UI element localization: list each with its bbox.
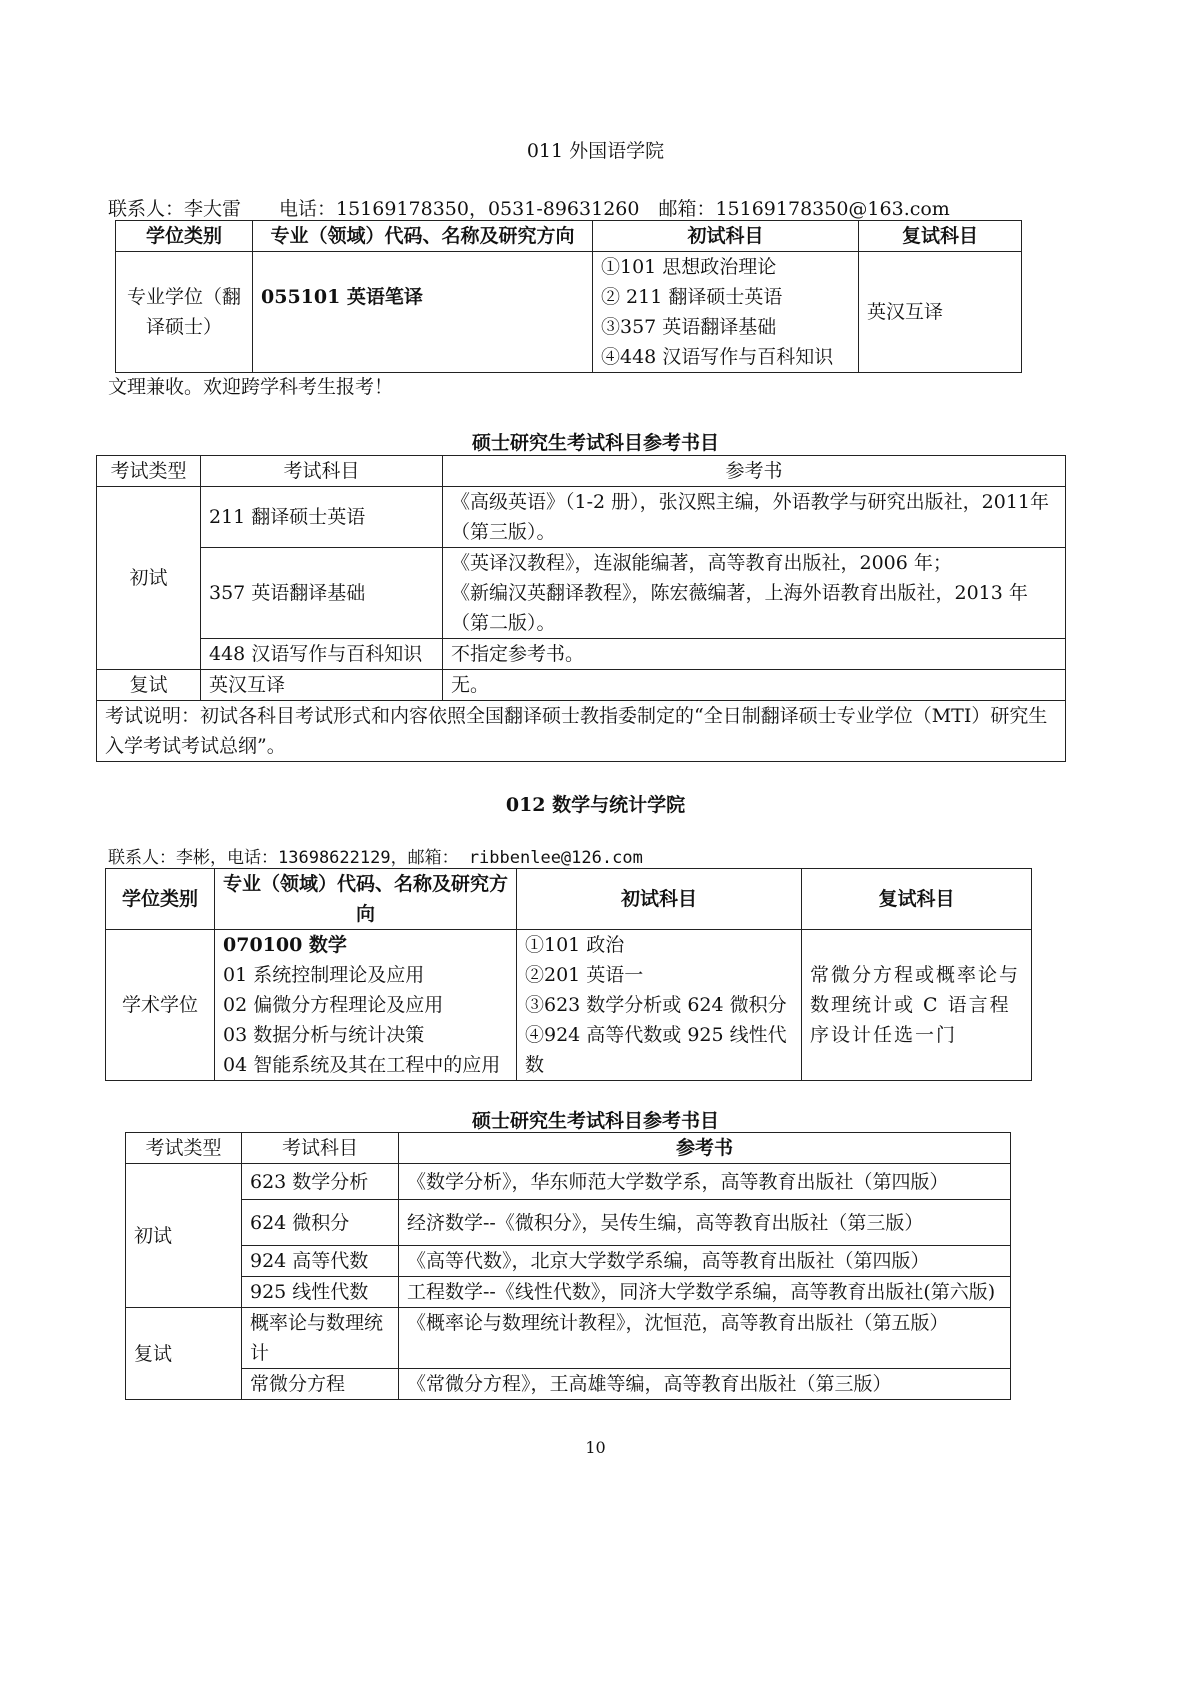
header-exam-type: 考试类型 — [126, 1133, 242, 1164]
exam-item: ③623 数学分析或 624 微积分 — [525, 994, 787, 1016]
subject-cell: 623 数学分析 — [242, 1164, 399, 1200]
header-initial-exam: 初试科目 — [517, 869, 802, 930]
subject-cell: 924 高等代数 — [242, 1246, 399, 1277]
books-cell: 经济数学--《微积分》，吴传生编，高等教育出版社（第三版） — [399, 1200, 1011, 1246]
research-direction: 01 系统控制理论及应用 — [223, 964, 425, 986]
table-row — [126, 1200, 1011, 1246]
subject-cell: 常微分方程 — [242, 1369, 399, 1400]
header-major: 专业（领域）代码、名称及研究方向 — [253, 221, 593, 252]
header-major: 专业（领域）代码、名称及研究方向 — [215, 869, 517, 930]
subject-cell: 357 英语翻译基础 — [201, 548, 443, 639]
subject-cell: 448 汉语写作与百科知识 — [201, 639, 443, 670]
exam-type-cell: 初试 — [97, 487, 201, 670]
table-row — [116, 252, 1022, 373]
books-table-012 — [125, 1132, 1011, 1400]
books-table-011 — [96, 455, 1066, 762]
exam-item: ④448 汉语写作与百科知识 — [601, 346, 834, 368]
book-entry: 《新编汉英翻译教程》，陈宏薇编著，上海外语教育出版社，2013 年（第二版）。 — [451, 582, 1028, 634]
research-direction: 04 智能系统及其在工程中的应用 — [223, 1054, 501, 1076]
books-cell: 无。 — [443, 670, 1066, 701]
major-cell: 055101 英语笔译 — [253, 252, 593, 373]
table-row — [106, 930, 1032, 1081]
table-row — [97, 701, 1066, 762]
books-title-012: 硕士研究生考试科目参考书目 — [471, 1110, 719, 1132]
exam-type-cell: 初试 — [126, 1164, 242, 1308]
major-name: 070100 数学 — [223, 934, 347, 956]
section-title-012: 012 数学与统计学院 — [505, 794, 686, 816]
books-cell: 《数学分析》，华东师范大学数学系，高等教育出版社（第四版） — [399, 1164, 1011, 1200]
page-number: 10 — [585, 1438, 606, 1457]
contact-info-012: 联系人：李彬，电话：13698622129，邮箱： ribbenlee@126.com — [108, 848, 643, 868]
header-books: 参考书 — [443, 456, 1066, 487]
table-row — [126, 1164, 1011, 1200]
table-row — [126, 1369, 1011, 1400]
initial-exam-cell — [593, 252, 859, 373]
degree-type-cell: 学术学位 — [106, 930, 215, 1081]
books-cell: 《常微分方程》，王高雄等编，高等教育出版社（第三版） — [399, 1369, 1011, 1400]
books-cell: 不指定参考书。 — [443, 639, 1066, 670]
program-table-011 — [115, 220, 1022, 373]
header-degree-type: 学位类别 — [116, 221, 253, 252]
header-degree-type: 学位类别 — [106, 869, 215, 930]
degree-type-cell: 专业学位（翻译硕士） — [116, 252, 253, 373]
header-subject: 考试科目 — [201, 456, 443, 487]
table-row — [97, 548, 1066, 639]
subject-cell: 624 微积分 — [242, 1200, 399, 1246]
admission-note: 文理兼收。欢迎跨学科考生报考！ — [108, 376, 394, 398]
exam-type-cell: 复试 — [126, 1308, 242, 1400]
header-initial-exam: 初试科目 — [593, 221, 859, 252]
books-cell — [443, 548, 1066, 639]
contact-info-011: 联系人：李大雷 电话：15169178350，0531-89631260 邮箱：15169178350@163.com — [108, 198, 950, 220]
table-row — [97, 670, 1066, 701]
initial-exam-cell — [517, 930, 802, 1081]
exam-item: ①101 政治 — [525, 934, 625, 956]
exam-type-cell: 复试 — [97, 670, 201, 701]
table-row — [126, 1246, 1011, 1277]
exam-footnote: 考试说明：初试各科目考试形式和内容依照全国翻译硕士教指委制定的“全日制翻译硕士专业学位（MTI）研究生入学考试考试总纲”。 — [97, 701, 1066, 762]
header-retest: 复试科目 — [802, 869, 1032, 930]
exam-item: ④924 高等代数或 925 线性代数 — [525, 1024, 787, 1076]
header-retest: 复试科目 — [859, 221, 1022, 252]
book-entry: 《英译汉教程》，连淑能编著，高等教育出版社，2006 年； — [451, 552, 952, 574]
subject-cell: 概率论与数理统计 — [242, 1308, 399, 1369]
header-subject: 考试科目 — [242, 1133, 399, 1164]
exam-item: ③357 英语翻译基础 — [601, 316, 777, 338]
table-row — [126, 1308, 1011, 1369]
subject-cell: 211 翻译硕士英语 — [201, 487, 443, 548]
table-row — [126, 1277, 1011, 1308]
exam-item: ② 211 翻译硕士英语 — [601, 286, 783, 308]
retest-cell: 英汉互译 — [859, 252, 1022, 373]
table-row — [97, 487, 1066, 548]
header-exam-type: 考试类型 — [97, 456, 201, 487]
exam-item: ①101 思想政治理论 — [601, 256, 777, 278]
books-cell: 《概率论与数理统计教程》，沈恒范，高等教育出版社（第五版） — [399, 1308, 1011, 1369]
header-books: 参考书 — [399, 1133, 1011, 1164]
subject-cell: 英汉互译 — [201, 670, 443, 701]
major-cell — [215, 930, 517, 1081]
books-title-011: 硕士研究生考试科目参考书目 — [471, 432, 719, 454]
retest-cell: 常微分方程或概率论与数理统计或 C 语言程序设计任选一门 — [802, 930, 1032, 1081]
research-direction: 03 数据分析与统计决策 — [223, 1024, 425, 1046]
table-row — [97, 639, 1066, 670]
books-cell: 《高级英语》（1-2 册），张汉熙主编，外语教学与研究出版社，2011年（第三版）。 — [443, 487, 1066, 548]
subject-cell: 925 线性代数 — [242, 1277, 399, 1308]
program-table-012 — [105, 868, 1032, 1081]
section-title-011: 011 外国语学院 — [526, 140, 665, 162]
books-cell: 《高等代数》，北京大学数学系编，高等教育出版社（第四版） — [399, 1246, 1011, 1277]
research-direction: 02 偏微分方程理论及应用 — [223, 994, 444, 1016]
books-cell: 工程数学--《线性代数》，同济大学数学系编，高等教育出版社(第六版) — [399, 1277, 1011, 1308]
exam-item: ②201 英语一 — [525, 964, 644, 986]
